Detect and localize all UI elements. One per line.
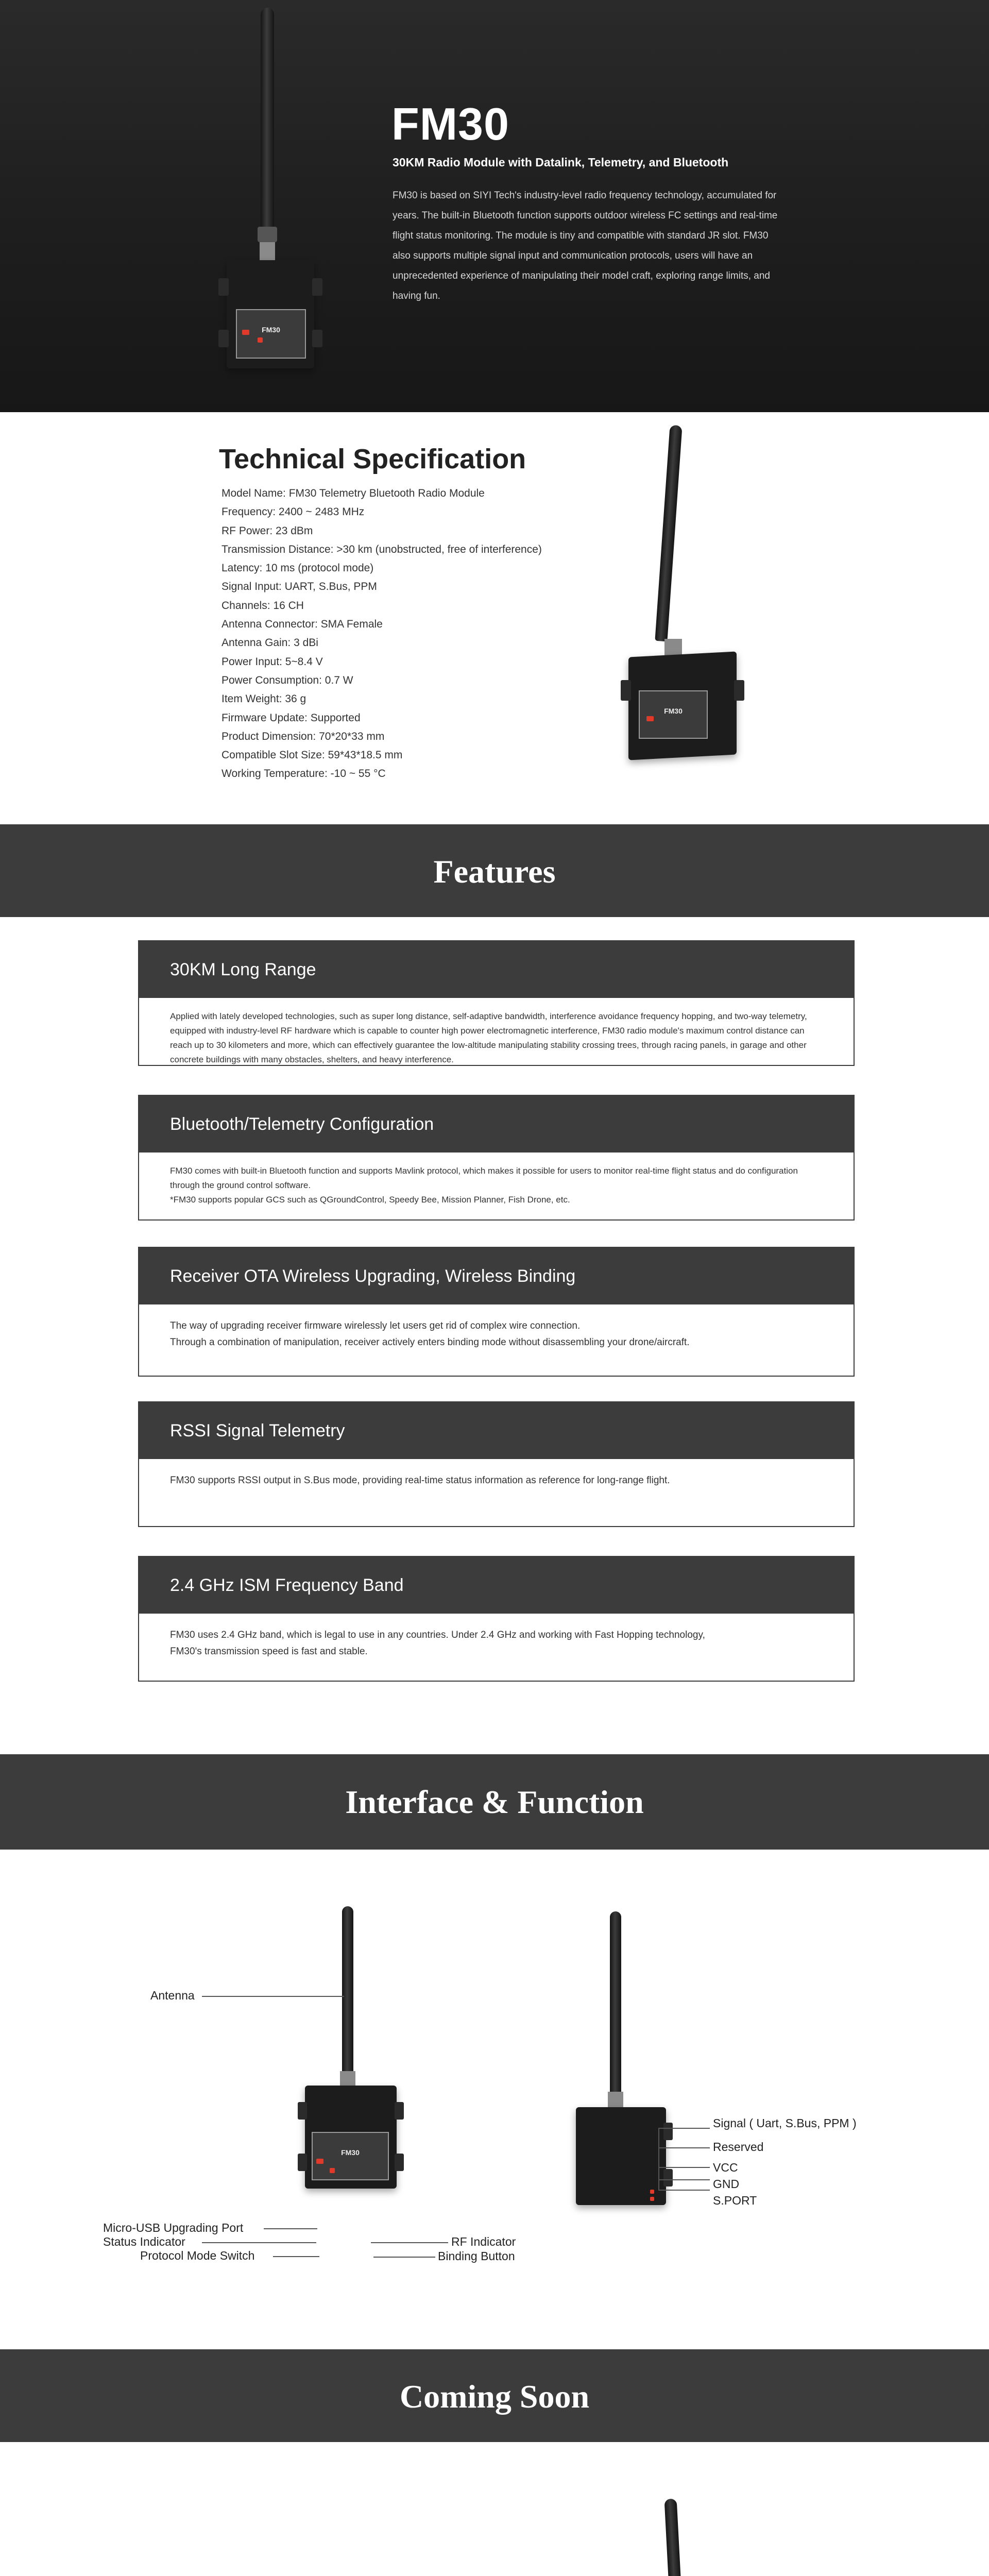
feature-card-long-range: [138, 940, 855, 1066]
spec-title: Technical Specification: [219, 444, 526, 474]
spec-item: Antenna Connector: SMA Female: [221, 618, 383, 631]
feature-card-text: FM30's transmission speed is fast and stable.: [170, 1646, 368, 1657]
spec-item: Power Input: 5~8.4 V: [221, 655, 323, 668]
feature-card-bluetooth: [138, 1095, 855, 1221]
hero-banner: [0, 0, 989, 412]
callout-antenna: Antenna: [150, 1989, 195, 2002]
spec-item: Compatible Slot Size: 59*43*18.5 mm: [221, 749, 403, 761]
feature-card-text: *FM30 supports popular GCS such as QGroundControl, Speedy Bee, Mission Planner, Fish Drone, etc.: [170, 1195, 570, 1205]
spec-item: Channels: 16 CH: [221, 599, 304, 612]
callout-status-indicator: Status Indicator: [103, 2235, 185, 2248]
spec-list: [221, 484, 542, 784]
product-title: FM30: [391, 98, 509, 149]
callout-rf-indicator: RF Indicator: [451, 2235, 516, 2248]
product-description: FM30 is based on SIYI Tech's industry-level radio frequency technology, accumulated for years. The built-in Bluetooth function supports outdoor wireless FC settings and real-time flight status monitoring. The module is tiny and compatible with standard JR slot. FM30 also supports multiple signal input and communication protocols, users will have an unprecedented experience of manipulating their model craft, exploring range limits, and having fun.: [393, 190, 778, 301]
spec-device-label: FM30: [664, 707, 683, 715]
pin-label-gnd: GND: [713, 2177, 740, 2191]
feature-card-text: FM30 uses 2.4 GHz band, which is legal to use in any countries. Under 2.4 GHz and working with Fast Hopping technology,: [170, 1630, 705, 1640]
technical-specification: [0, 412, 989, 824]
coming-soon-header: [0, 2349, 989, 2442]
feature-card-rssi: [138, 1401, 855, 1527]
feature-card-title: 30KM Long Range: [139, 941, 854, 998]
feature-card-title: RSSI Signal Telemetry: [139, 1402, 854, 1459]
interface-device-label: FM30: [341, 2148, 360, 2157]
feature-card-text: The way of upgrading receiver firmware wirelessly let users get rid of complex wire connection.: [170, 1320, 581, 1331]
spec-item: Product Dimension: 70*20*33 mm: [221, 730, 385, 742]
feature-card-text: Applied with lately developed technologies, such as super long distance, self-adaptive bandwidth, interference avoidance frequency hopping, and two-way telemetry, equipped with industry-level RF hardware which is capable to counter high power electromagnetic interference, FM30 radio module's maximum control distance can reach up to 30 kilometers and more, which can effectively guarantee the low-altitude manipulating stability crossing trees, through racing panels, in garage and other concrete buildings with many obstacles, shelters, and heavy interference.: [170, 1011, 807, 1064]
product-subtitle: 30KM Radio Module with Datalink, Telemetry, and Bluetooth: [393, 156, 729, 169]
feature-card-title: Receiver OTA Wireless Upgrading, Wireless Binding: [139, 1248, 854, 1304]
spec-item: Latency: 10 ms (protocol mode): [221, 562, 374, 574]
feature-card-text: Through a combination of manipulation, receiver actively enters binding mode without disassembling your drone/aircraft.: [170, 1337, 690, 1348]
pin-label-signal: Signal ( Uart, S.Bus, PPM ): [713, 2116, 857, 2130]
spec-item: Frequency: 2400 ~ 2483 MHz: [221, 506, 365, 518]
feature-card-ota: [138, 1247, 855, 1377]
interface-title: Interface & Function: [345, 1784, 644, 1820]
interface-header: [0, 1754, 989, 1850]
spec-item: Model Name: FM30 Telemetry Bluetooth Radio Module: [221, 487, 485, 499]
pin-label-reserved: Reserved: [713, 2140, 764, 2154]
spec-item: Working Temperature: -10 ~ 55 °C: [221, 768, 386, 780]
feature-card-title: 2.4 GHz ISM Frequency Band: [139, 1557, 854, 1614]
feature-card-ism-band: [138, 1556, 855, 1682]
callout-usb-port: Micro-USB Upgrading Port: [103, 2221, 244, 2234]
coming-soon-list: [0, 2442, 989, 2576]
features-title: Features: [433, 853, 556, 890]
spec-item: Transmission Distance: >30 km (unobstructed, free of interference): [221, 543, 542, 555]
coming-soon-title: Coming Soon: [399, 2378, 590, 2415]
hero-device-label: FM30: [262, 326, 280, 334]
spec-item: Firmware Update: Supported: [221, 711, 361, 724]
pin-label-vcc: VCC: [713, 2161, 738, 2174]
callout-protocol-switch: Protocol Mode Switch: [140, 2249, 255, 2262]
feature-card-text: FM30 comes with built-in Bluetooth function and supports Mavlink protocol, which makes it possible for users to monitor real-time flight status and do configuration through the ground control software.: [170, 1166, 798, 1190]
features-header: [0, 824, 989, 917]
callout-binding-button: Binding Button: [438, 2249, 515, 2263]
spec-item: Item Weight: 36 g: [221, 693, 306, 705]
spec-item: Power Consumption: 0.7 W: [221, 674, 353, 686]
spec-item: Signal Input: UART, S.Bus, PPM: [221, 581, 377, 593]
feature-card-text: FM30 supports RSSI output in S.Bus mode, providing real-time status information as reference for long-range flight.: [170, 1475, 670, 1486]
spec-item: RF Power: 23 dBm: [221, 524, 313, 537]
interface-diagram: [0, 1850, 989, 2349]
spec-item: Antenna Gain: 3 dBi: [221, 637, 318, 649]
feature-card-title: Bluetooth/Telemetry Configuration: [139, 1096, 854, 1153]
pin-label-sport: S.PORT: [713, 2194, 757, 2207]
